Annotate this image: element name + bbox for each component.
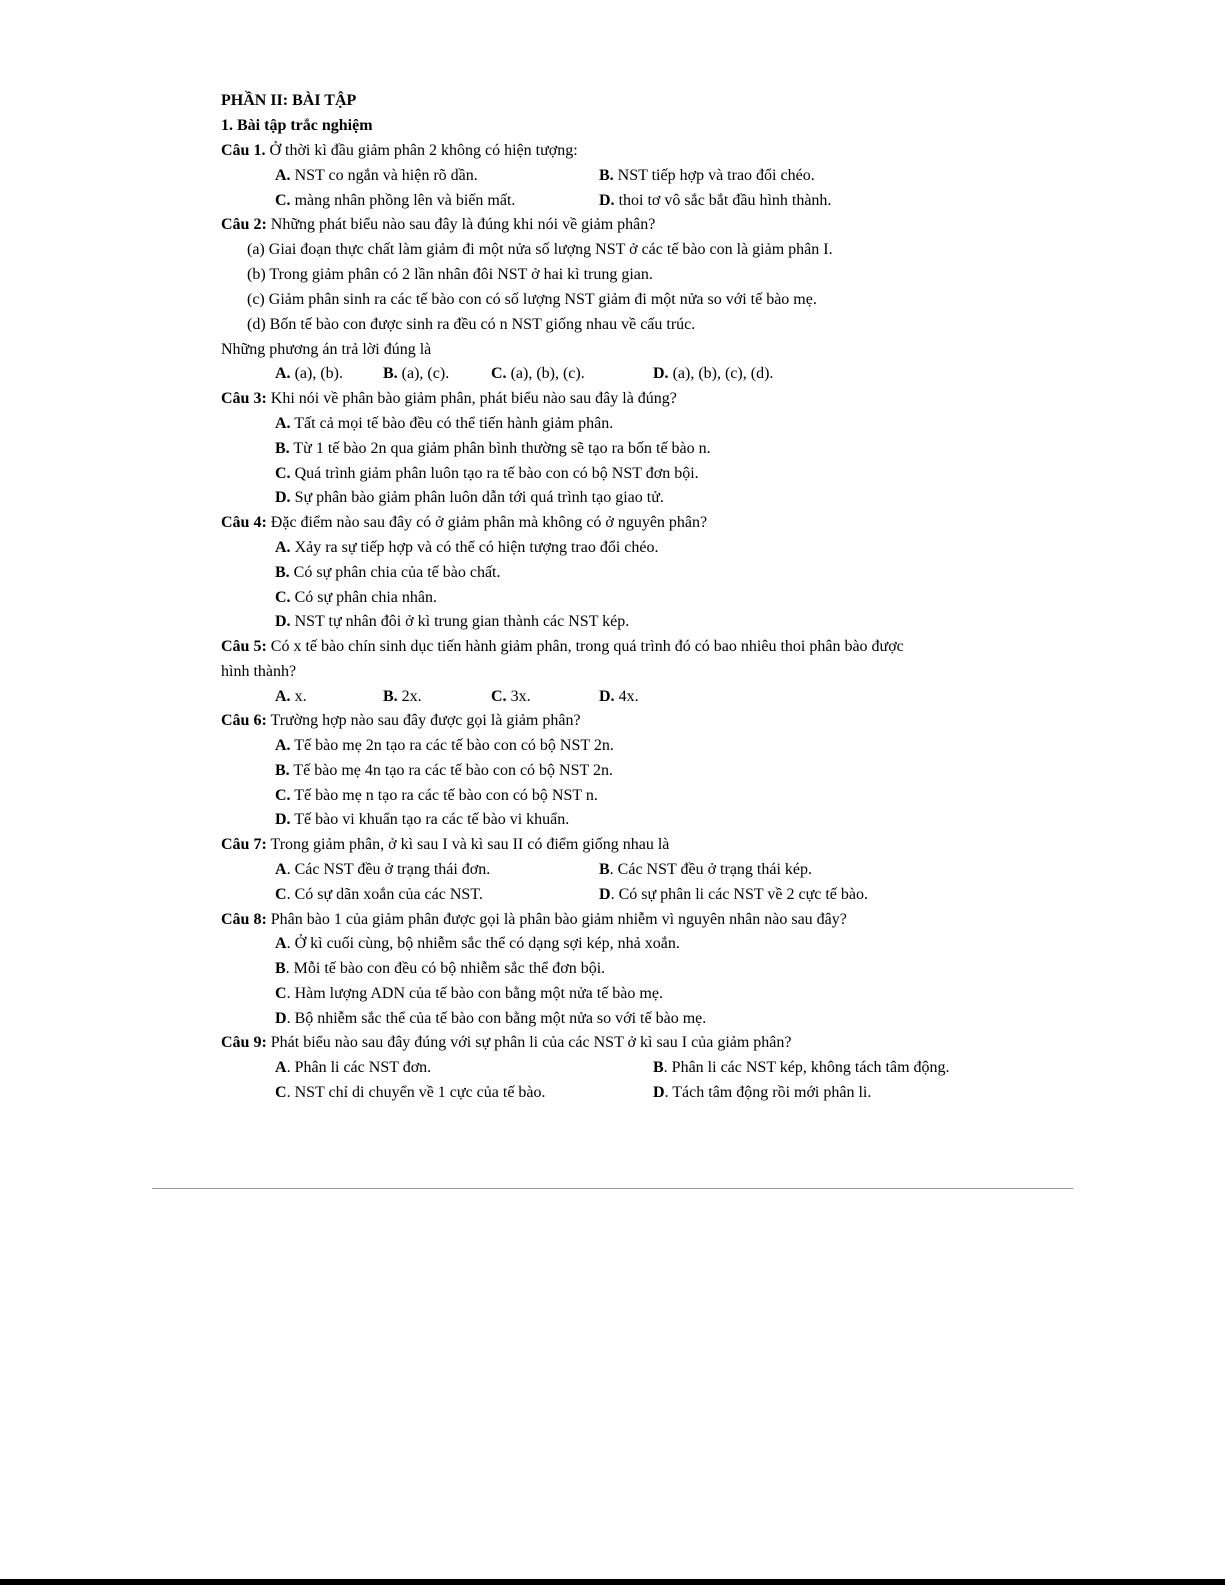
option-b: B. Phân li các NST kép, không tách tâm động. (653, 1059, 950, 1076)
option-a: A. Ở kì cuối cùng, bộ nhiễm sắc thể có dạng sợi kép, nhả xoắn. (275, 935, 680, 952)
question-9-options-row-2 (0, 1083, 1225, 1103)
question-4 (221, 513, 707, 533)
question-2-prompt: Những phương án trả lời đúng là (221, 341, 432, 358)
question-label: Câu 3: (221, 390, 267, 407)
question-text: Ở thời kì đầu giảm phân 2 không có hiện tượng: (265, 142, 578, 159)
option-d: D. Tế bào vi khuẩn tạo ra các tế bào vi khuẩn. (275, 811, 570, 828)
question-text: Đặc điểm nào sau đây có ở giảm phân mà không có ở nguyên phân? (266, 514, 708, 531)
question-label: Câu 5: (221, 638, 267, 655)
section-title: PHẦN II: BÀI TẬP (221, 92, 357, 109)
option-c: C. Hàm lượng ADN của tế bào con bằng một nửa tế bào mẹ. (275, 985, 663, 1002)
option-c: C. Có sự dãn xoắn của các NST. (275, 886, 483, 903)
question-9-options-row-1 (0, 1058, 1225, 1078)
option-c: C. Quá trình giảm phân luôn tạo ra tế bào con có bộ NST đơn bội. (275, 465, 699, 482)
option-a: A. (a), (b). (275, 365, 343, 382)
question-text: Trong giảm phân, ở kì sau I và kì sau II có điểm giống nhau là (266, 836, 670, 853)
bottom-edge-bar (0, 1579, 1225, 1585)
option-a: A. Xảy ra sự tiếp hợp và có thể có hiện tượng trao đổi chéo. (275, 539, 659, 556)
subsection-title: 1. Bài tập trắc nghiệm (221, 117, 373, 134)
option-d: D. Bộ nhiễm sắc thể của tế bào con bằng một nửa so với tế bào mẹ. (275, 1010, 707, 1027)
option-a: A. x. (275, 688, 307, 705)
question-8 (221, 910, 847, 930)
question-2-options-row (0, 364, 1225, 384)
question-label: Câu 8: (221, 911, 267, 928)
question-label: Câu 6: (221, 712, 267, 729)
page-divider (152, 1188, 1073, 1189)
question-text: Khi nói về phân bào giảm phân, phát biểu nào sau đây là đúng? (266, 390, 677, 407)
option-b: B. Từ 1 tế bào 2n qua giảm phân bình thường sẽ tạo ra bốn tế bào n. (275, 440, 711, 457)
question-label: Câu 2: (221, 216, 267, 233)
option-d: D. thoi tơ vô sắc bắt đầu hình thành. (599, 192, 832, 209)
option-a: A. Các NST đều ở trạng thái đơn. (275, 861, 491, 878)
option-c: C. 3x. (491, 688, 531, 705)
option-a: A. Tế bào mẹ 2n tạo ra các tế bào con có bộ NST 2n. (275, 737, 614, 754)
option-a: A. NST co ngắn và hiện rõ dần. (275, 167, 478, 184)
option-b: B. Có sự phân chia của tế bào chất. (275, 564, 501, 581)
option-b: B. (a), (c). (383, 365, 450, 382)
option-c: C. Có sự phân chia nhân. (275, 589, 437, 606)
question-5-options-row (0, 687, 1225, 707)
option-d: D. NST tự nhân đôi ở kì trung gian thành các NST kép. (275, 613, 630, 630)
question-3 (221, 389, 677, 409)
question-label: Câu 7: (221, 836, 267, 853)
option-b: B. Các NST đều ở trạng thái kép. (599, 861, 813, 878)
question-text: Có x tế bào chín sinh dục tiến hành giảm phân, trong quá trình đó có bao nhiêu thoi phân bào được (266, 638, 904, 655)
option-b: B. Tế bào mẹ 4n tạo ra các tế bào con có bộ NST 2n. (275, 762, 613, 779)
option-b: B. 2x. (383, 688, 422, 705)
option-b: B. NST tiếp hợp và trao đổi chéo. (599, 167, 815, 184)
option-d: D. Có sự phân li các NST về 2 cực tế bào. (599, 886, 868, 903)
question-text: Phát biểu nào sau đây đúng với sự phân li của các NST ở kì sau I của giảm phân? (266, 1034, 792, 1051)
question-label: Câu 9: (221, 1034, 267, 1051)
option-a: A. Phân li các NST đơn. (275, 1059, 432, 1076)
question-text: Trường hợp nào sau đây được gọi là giảm phân? (266, 712, 581, 729)
statement-c: (c) Giảm phân sinh ra các tế bào con có số lượng NST giảm đi một nửa so với tế bào mẹ. (247, 291, 817, 308)
question-text: Những phát biểu nào sau đây là đúng khi nói về giảm phân? (266, 216, 656, 233)
question-1-options-row-1 (0, 166, 1225, 186)
question-7 (221, 835, 669, 855)
question-7-options-row-1 (0, 860, 1225, 880)
question-label: Câu 1. (221, 142, 266, 159)
question-9 (221, 1033, 792, 1053)
question-6 (221, 711, 581, 731)
option-d: D. Tách tâm động rồi mới phân li. (653, 1084, 872, 1101)
statement-b: (b) Trong giảm phân có 2 lần nhân đôi NST ở hai kì trung gian. (247, 266, 653, 283)
option-c: C. màng nhân phồng lên và biến mất. (275, 192, 516, 209)
question-1-options-row-2 (0, 191, 1225, 211)
statement-d: (d) Bốn tế bào con được sinh ra đều có n NST giống nhau về cấu trúc. (247, 316, 696, 333)
option-d: D. 4x. (599, 688, 639, 705)
option-d: D. (a), (b), (c), (d). (653, 365, 774, 382)
option-b: B. Mỗi tế bào con đều có bộ nhiễm sắc thể đơn bội. (275, 960, 606, 977)
question-2 (221, 215, 655, 235)
question-5-text-cont: hình thành? (221, 663, 297, 680)
statement-a: (a) Giai đoạn thực chất làm giảm đi một nửa số lượng NST ở các tế bào con là giảm phân I. (247, 241, 833, 258)
option-c: C. (a), (b), (c). (491, 365, 585, 382)
question-5 (221, 637, 904, 657)
option-d: D. Sự phân bào giảm phân luôn dẫn tới quá trình tạo giao tử. (275, 489, 664, 506)
question-text: Phân bào 1 của giảm phân được gọi là phân bào giảm nhiễm vì nguyên nhân nào sau đây? (266, 911, 847, 928)
question-7-options-row-2 (0, 885, 1225, 905)
option-a: A. Tất cả mọi tế bào đều có thể tiến hành giảm phân. (275, 415, 614, 432)
question-label: Câu 4: (221, 514, 267, 531)
option-c: C. Tế bào mẹ n tạo ra các tế bào con có bộ NST n. (275, 787, 598, 804)
option-c: C. NST chỉ di chuyển về 1 cực của tế bào. (275, 1084, 546, 1101)
question-1 (221, 141, 578, 161)
